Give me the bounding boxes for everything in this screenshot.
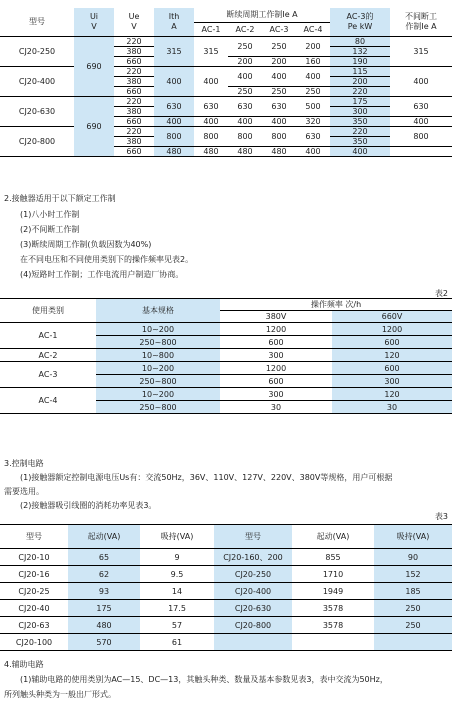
ith-cell: 480 xyxy=(154,146,194,156)
holding-cell xyxy=(374,634,452,651)
table-row xyxy=(0,583,452,600)
freq-380-cell: 600 xyxy=(220,336,332,349)
ac4-cell: 320 xyxy=(296,116,330,126)
pe-cell: 190 xyxy=(330,56,390,66)
ac1-cell: 315 xyxy=(194,36,228,66)
header-holding: 吸持(VA) xyxy=(374,525,452,549)
category-cell: AC-4 xyxy=(0,388,96,414)
startup-cell: 3578 xyxy=(292,600,374,617)
section4-paragraph: (1)辅助电路的使用类别为AC—15、DC—13，其触头种类、数量及基本参数见表3，表中交流为50Hz， xyxy=(20,675,388,684)
section3-title: 3.控制电路 xyxy=(4,459,44,468)
freq-660-cell: 600 xyxy=(332,362,452,375)
holding-cell: 185 xyxy=(374,583,452,600)
pe-cell: 115 xyxy=(330,66,390,76)
ac4-cell: 500 xyxy=(296,96,330,116)
freq-380-cell: 300 xyxy=(220,388,332,401)
ui-cell: 690 xyxy=(74,36,114,96)
ac3-cell: 400 xyxy=(262,66,296,86)
holding-cell: 14 xyxy=(140,583,214,600)
freq-660-cell: 1200 xyxy=(332,323,452,336)
ac1-cell: 800 xyxy=(194,126,228,146)
table-row xyxy=(0,617,452,634)
ue-cell: 220 xyxy=(114,36,154,46)
ac4-cell: 630 xyxy=(296,126,330,146)
freq-380-cell: 30 xyxy=(220,401,332,414)
ac1-cell: 400 xyxy=(194,116,228,126)
pe-cell: 175 xyxy=(330,96,390,106)
continuous-cell: 315 xyxy=(390,36,452,66)
holding-cell: 9.5 xyxy=(140,566,214,583)
model-cell: CJ20-16 xyxy=(0,566,68,583)
header-category: 使用类别 xyxy=(0,299,96,323)
holding-cell: 250 xyxy=(374,617,452,634)
ue-cell: 660 xyxy=(114,116,154,126)
section4-title: 4.辅助电路 xyxy=(4,660,44,669)
holding-cell: 9 xyxy=(140,549,214,566)
spec-cell: 250~800 xyxy=(96,336,220,349)
ith-cell: 800 xyxy=(154,126,194,146)
freq-380-cell: 300 xyxy=(220,349,332,362)
spec-cell: 10~200 xyxy=(96,388,220,401)
ue-cell: 380 xyxy=(114,136,154,146)
header-660v: 660V xyxy=(332,311,452,323)
model-cell: CJ20-400 xyxy=(214,583,292,600)
coil-power-table xyxy=(0,524,452,651)
header-380v: 380V xyxy=(220,311,332,323)
header-spec: 基本规格 xyxy=(96,299,220,323)
pe-cell: 400 xyxy=(330,146,390,156)
ac1-cell: 400 xyxy=(194,66,228,96)
table-row xyxy=(0,549,452,566)
model-cell: CJ20-160、200 xyxy=(214,549,292,566)
spec-cell: 250~800 xyxy=(96,375,220,388)
spec-cell: 10~200 xyxy=(96,323,220,336)
model-cell: CJ20-630 xyxy=(214,600,292,617)
ac3-cell: 250 xyxy=(262,36,296,56)
model-cell: CJ20-800 xyxy=(214,617,292,634)
startup-cell: 3578 xyxy=(292,617,374,634)
table2-label: 表2 xyxy=(434,289,448,298)
model-cell: CJ20-10 xyxy=(0,549,68,566)
model-cell: CJ20-250 xyxy=(214,566,292,583)
header-ith: Ith A xyxy=(154,8,194,36)
ac4-cell: 200 xyxy=(296,36,330,56)
pe-cell: 350 xyxy=(330,116,390,126)
table-row xyxy=(0,600,452,617)
header-intermittent: 断续周期工作制Ie A xyxy=(194,8,330,22)
pe-cell: 80 xyxy=(330,36,390,46)
ith-cell: 400 xyxy=(154,116,194,126)
table-row xyxy=(0,566,452,583)
holding-cell: 57 xyxy=(140,617,214,634)
model-cell: CJ20-40 xyxy=(0,600,68,617)
model-cell: CJ20-250 xyxy=(0,36,74,66)
holding-cell: 250 xyxy=(374,600,452,617)
header-ac1: AC-1 xyxy=(194,22,228,36)
ac3-cell: 480 xyxy=(262,146,296,156)
frequency-table xyxy=(0,298,452,414)
startup-cell: 62 xyxy=(68,566,140,583)
startup-cell: 480 xyxy=(68,617,140,634)
spec-cell: 10~800 xyxy=(96,349,220,362)
header-ue: Ue V xyxy=(114,8,154,36)
category-cell: AC-2 xyxy=(0,349,96,362)
holding-cell: 17.5 xyxy=(140,600,214,617)
ac2-cell: 480 xyxy=(228,146,262,156)
section4-paragraph-cont: 所列触头种类为一般出厂形式。 xyxy=(4,690,116,699)
holding-cell: 152 xyxy=(374,566,452,583)
ac2-cell: 200 xyxy=(228,56,262,66)
section2-item: (1)八小时工作制 xyxy=(20,210,80,219)
rating-table xyxy=(0,8,452,157)
section3-paragraph-cont: 需要选用。 xyxy=(4,487,44,496)
freq-380-cell: 1200 xyxy=(220,362,332,375)
ac4-cell: 400 xyxy=(296,66,330,86)
ac3-cell: 400 xyxy=(262,116,296,126)
ue-cell: 660 xyxy=(114,86,154,96)
ue-cell: 660 xyxy=(114,56,154,66)
startup-cell: 1710 xyxy=(292,566,374,583)
freq-380-cell: 600 xyxy=(220,375,332,388)
section3-paragraph: (2)接触器吸引线圈的消耗功率见表3。 xyxy=(20,501,157,510)
freq-380-cell: 1200 xyxy=(220,323,332,336)
pe-cell: 200 xyxy=(330,76,390,86)
startup-cell: 570 xyxy=(68,634,140,651)
ac3-cell: 800 xyxy=(262,126,296,146)
ue-cell: 220 xyxy=(114,66,154,76)
model-cell xyxy=(214,634,292,651)
section2-title: 2.接触器适用于以下额定工作制 xyxy=(4,194,116,203)
model-cell: CJ20-400 xyxy=(0,66,74,96)
model-cell: CJ20-25 xyxy=(0,583,68,600)
freq-660-cell: 120 xyxy=(332,388,452,401)
startup-cell: 65 xyxy=(68,549,140,566)
ac4-cell: 160 xyxy=(296,56,330,66)
pe-cell: 220 xyxy=(330,126,390,136)
header-ui: Ui V xyxy=(74,8,114,36)
spec-cell: 250~800 xyxy=(96,401,220,414)
ac2-cell: 800 xyxy=(228,126,262,146)
ue-cell: 380 xyxy=(114,106,154,116)
section2-item: (2)不间断工作制 xyxy=(20,225,80,234)
header-holding: 吸持(VA) xyxy=(140,525,214,549)
section3-paragraph: (1)接触器额定控制电源电压Us有：交流50Hz，36V、110V、127V、220V、380V等规格，用户可根据 xyxy=(20,473,393,482)
ac3-cell: 200 xyxy=(262,56,296,66)
ac4-cell: 400 xyxy=(296,146,330,156)
ac1-cell: 480 xyxy=(194,146,228,156)
ue-cell: 660 xyxy=(114,146,154,156)
header-ac2: AC-2 xyxy=(228,22,262,36)
ac2-cell: 630 xyxy=(228,96,262,116)
startup-cell: 1949 xyxy=(292,583,374,600)
header-model: 型号 xyxy=(214,525,292,549)
ith-cell: 315 xyxy=(154,36,194,66)
header-ac3-pe: AC-3的 Pe kW xyxy=(330,8,390,36)
continuous-cell: 400 xyxy=(390,116,452,126)
table3-label: 表3 xyxy=(434,512,448,521)
model-cell: CJ20-100 xyxy=(0,634,68,651)
ui-cell: 690 xyxy=(74,96,114,156)
pe-cell: 220 xyxy=(330,86,390,96)
section2-item: 在不同电压和不同使用类别下的操作频率见表2。 xyxy=(20,255,194,264)
header-model: 型号 xyxy=(0,525,68,549)
ac4-cell: 250 xyxy=(296,86,330,96)
startup-cell: 175 xyxy=(68,600,140,617)
header-ac4: AC-4 xyxy=(296,22,330,36)
header-ac3: AC-3 xyxy=(262,22,296,36)
freq-660-cell: 120 xyxy=(332,349,452,362)
freq-660-cell: 600 xyxy=(332,336,452,349)
ue-cell: 380 xyxy=(114,76,154,86)
category-cell: AC-1 xyxy=(0,323,96,349)
ac2-cell: 250 xyxy=(228,36,262,56)
holding-cell: 90 xyxy=(374,549,452,566)
ac2-cell: 400 xyxy=(228,116,262,126)
ac2-cell: 400 xyxy=(228,66,262,86)
spec-cell: 10~200 xyxy=(96,362,220,375)
ith-cell: 630 xyxy=(154,96,194,116)
continuous-cell xyxy=(390,146,452,156)
table-row xyxy=(0,634,452,651)
ac2-cell: 250 xyxy=(228,86,262,96)
header-continuous: 不间断工 作制Ie A xyxy=(390,8,452,36)
ue-cell: 380 xyxy=(114,46,154,56)
ac1-cell: 630 xyxy=(194,96,228,116)
freq-660-cell: 300 xyxy=(332,375,452,388)
ac3-cell: 250 xyxy=(262,86,296,96)
continuous-cell: 400 xyxy=(390,66,452,96)
model-cell: CJ20-630 xyxy=(0,96,74,126)
pe-cell: 300 xyxy=(330,106,390,116)
header-startup: 起动(VA) xyxy=(292,525,374,549)
ue-cell: 220 xyxy=(114,126,154,136)
pe-cell: 132 xyxy=(330,46,390,56)
section2-item: (3)断续周期工作制(负载因数为40%) xyxy=(20,240,152,249)
model-cell: CJ20-800 xyxy=(0,126,74,156)
ac3-cell: 630 xyxy=(262,96,296,116)
header-frequency: 操作频率 次/h xyxy=(220,299,452,311)
startup-cell xyxy=(292,634,374,651)
section2-item: (4)短路时工作制；工作电流用户制造厂协商。 xyxy=(20,270,184,279)
category-cell: AC-3 xyxy=(0,362,96,388)
continuous-cell: 800 xyxy=(390,126,452,146)
header-startup: 起动(VA) xyxy=(68,525,140,549)
pe-cell: 350 xyxy=(330,136,390,146)
ue-cell: 220 xyxy=(114,96,154,106)
ith-cell: 400 xyxy=(154,66,194,96)
startup-cell: 93 xyxy=(68,583,140,600)
holding-cell: 61 xyxy=(140,634,214,651)
freq-660-cell: 30 xyxy=(332,401,452,414)
startup-cell: 855 xyxy=(292,549,374,566)
continuous-cell: 630 xyxy=(390,96,452,116)
header-model: 型号 xyxy=(0,8,74,36)
model-cell: CJ20-63 xyxy=(0,617,68,634)
